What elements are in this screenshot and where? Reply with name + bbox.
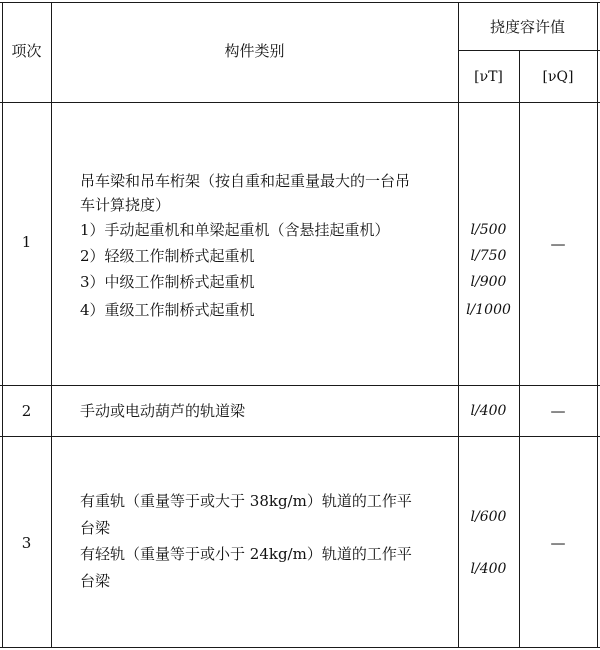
- row-3-line-4: 台梁: [80, 572, 111, 590]
- header-item-no: 项次: [11, 42, 42, 60]
- row-1-vt-4: l/1000: [466, 302, 511, 318]
- row-2-vt: l/400: [470, 403, 507, 419]
- row-3-vt-2: l/400: [470, 561, 507, 577]
- row-1-item-4: 4）重级工作制桥式起重机: [80, 301, 255, 319]
- header-vq: [νQ]: [542, 69, 574, 85]
- row-1-number: 1: [21, 233, 32, 251]
- row-2-vq: —: [550, 402, 566, 420]
- rule-header-bottom: [0, 102, 600, 103]
- row-1-vq: —: [550, 235, 566, 253]
- row-3-line-3: 有轻轨（重量等于或小于 24kg/m）轨道的工作平: [80, 545, 412, 563]
- rule-between-limits: [519, 50, 520, 648]
- rule-after-item: [51, 2, 52, 648]
- row-1-vt-2: l/750: [470, 248, 507, 264]
- row-1-vt-1: l/500: [470, 222, 507, 238]
- row-1-intro-line-1: 吊车梁和吊车桁架（按自重和起重量最大的一台吊: [80, 172, 411, 190]
- row-3-number: 3: [21, 534, 32, 552]
- row-3-vt-1: l/600: [470, 509, 507, 525]
- header-category: 构件类别: [224, 42, 285, 60]
- row-1-item-2: 2）轻级工作制桥式起重机: [80, 247, 255, 265]
- row-2-intro: 手动或电动葫芦的轨道梁: [80, 402, 246, 420]
- row-1-item-3: 3）中级工作制桥式起重机: [80, 273, 255, 291]
- rule-right: [597, 2, 598, 648]
- rule-header-mid: [458, 50, 600, 51]
- rule-top: [0, 2, 600, 3]
- rule-row1-bottom: [0, 385, 600, 386]
- rule-after-category: [458, 2, 459, 648]
- row-3-line-2: 台梁: [80, 519, 111, 537]
- header-vt: [νT]: [474, 69, 503, 85]
- row-2-number: 2: [21, 402, 32, 420]
- header-deflection-limit: 挠度容许值: [489, 18, 565, 36]
- row-3-line-1: 有重轨（重量等于或大于 38kg/m）轨道的工作平: [80, 492, 412, 510]
- row-1-intro-line-2: 车计算挠度）: [80, 196, 171, 214]
- rule-table-bottom: [0, 647, 600, 648]
- rule-row2-bottom: [0, 436, 600, 437]
- row-3-vq: —: [550, 534, 566, 552]
- row-1-vt-3: l/900: [470, 274, 507, 290]
- row-1-item-1: 1）手动起重机和单梁起重机（含悬挂起重机）: [80, 221, 390, 239]
